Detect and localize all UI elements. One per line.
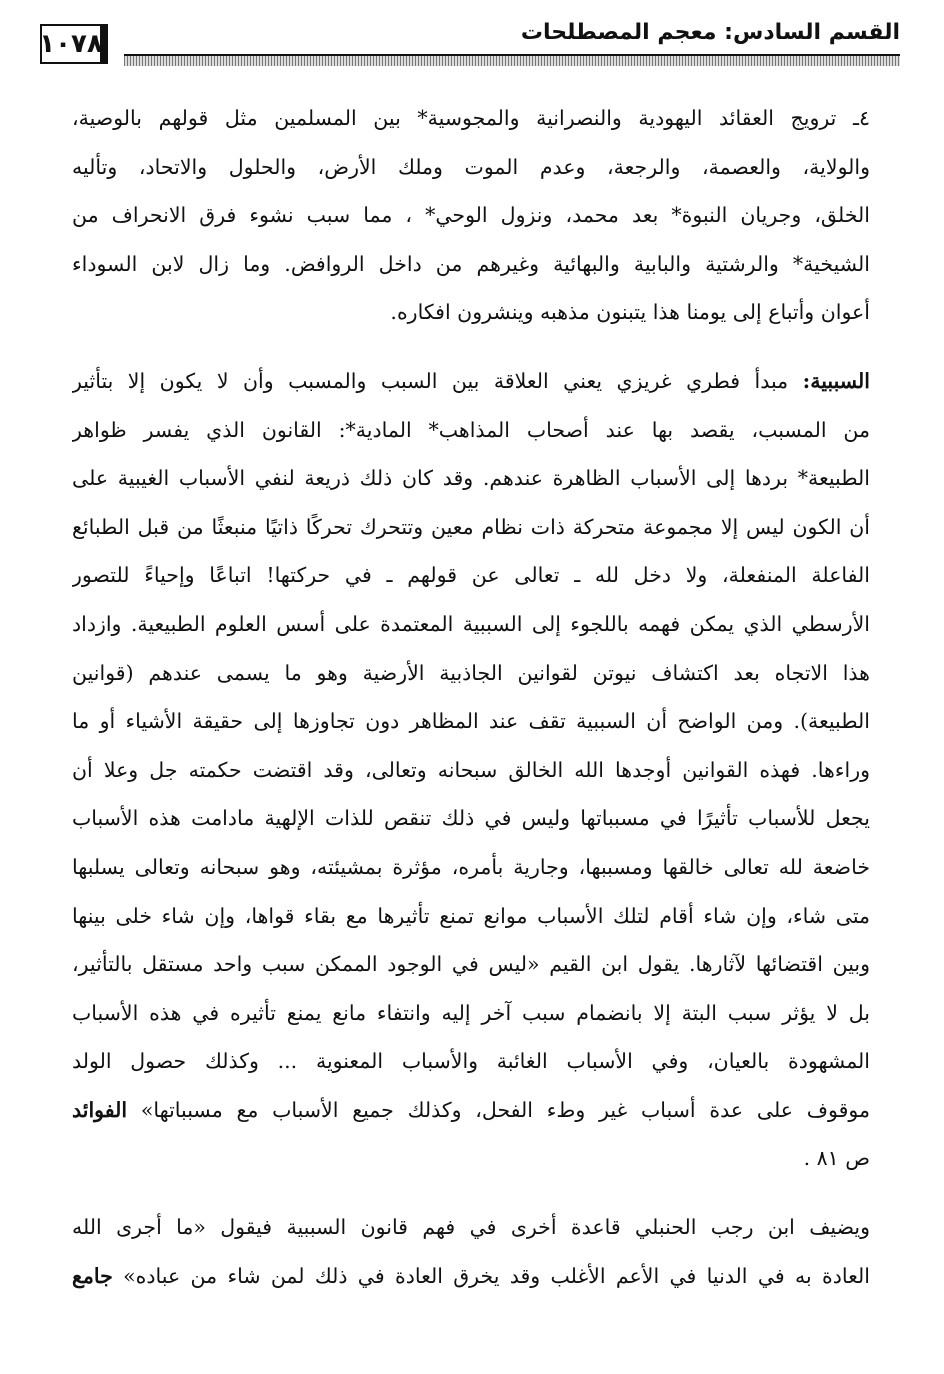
- paragraph-gap: [72, 337, 870, 357]
- text-line: الخلق، وجريان النبوة* بعد محمد، ونزول الوحي* ، مما سبب نشوء فرق الانحراف من: [72, 203, 870, 228]
- text-line: من المسبب، يقصد بها عند أصحاب المذاهب* المادية*: القانون الذي يفسر ظواهر: [72, 417, 870, 442]
- section-title: القسم السادس: معجم المصطلحات: [520, 20, 900, 45]
- text-line: [72, 1252, 870, 1301]
- entry-term: السببية:: [802, 368, 870, 393]
- text-line: الفاعلة المنفعلة، ولا دخل لله ـ تعالى عن قولهم ـ في حركتها! اتباعًا وإحياءً للتصور: [72, 563, 870, 588]
- text-line: ٤ـ ترويج العقائد اليهودية والنصرانية والمجوسية* بين المسلمين مثل قولهم بالوصية،: [72, 106, 870, 130]
- entry-definition: مبدأ فطري غريزي يعني العلاقة بين السبب والمسبب وأن لا يكون إلا بتأثير: [72, 368, 789, 393]
- text-line: الشيخية* والرشتية والبابية والبهائية وغيرهم من داخل الروافض. وما زال لابن السوداء: [72, 251, 870, 276]
- paragraph-promotion-of-beliefs: [72, 94, 870, 337]
- page-header: [40, 18, 900, 68]
- text-line: [72, 1086, 870, 1135]
- quote-text: العادة به في الدنيا في الأعم الأغلب وقد يخرق العادة في ذلك لمن شاء من عباده»: [123, 1263, 870, 1288]
- header-rule: [124, 54, 900, 66]
- text-line: ص ٨١ .: [803, 1146, 870, 1171]
- text-line: وراءها. فهذه القوانين أوجدها الله الخالق سبحانه وتعالى، وقد اقتضت حكمته جل وعلا أن: [72, 757, 870, 782]
- text-line: خاضعة لله تعالى خالقها ومسببها، وجارية بأمره، مؤثرة بمشيئته، وهو سبحانه وتعالى يسلبها: [72, 854, 870, 879]
- text-line: والولاية، والعصمة، والرجعة، وعدم الموت وملك الأرض، والحلول والاتحاد، وتأليه: [72, 154, 870, 179]
- text-line: هذا الاتجاه بعد اكتشاف نيوتن لقوانين الجاذبية الأرضية وهو ما يسمى عندهم (قوانين: [72, 660, 870, 685]
- text-line: [72, 357, 870, 406]
- text-line: متى شاء، وإن شاء أقام لتلك الأسباب موانع تمنع تأثيرها مع بقاء قواها، وإن شاء خلى بينها: [72, 903, 870, 928]
- paragraph-ibn-rajab: [72, 1203, 870, 1300]
- body-text: [72, 94, 870, 1300]
- text-line: المشهودة بالعيان، وفي الأسباب الغائبة والأسباب المعنوية ... وكذلك حصول الولد: [72, 1049, 870, 1074]
- text-line: أعوان وأتباع إلى يومنا هذا يتبنون مذهبه وينشرون افكاره.: [390, 300, 870, 325]
- text-line: يجعل للأسباب تأثيرًا في مسبباتها وليس في ذلك تنقص للذات الإلهية مادامت هذه الأسباب: [72, 806, 870, 831]
- text-line: بل لا يؤثر سبب البتة إلا بانضمام سبب آخر إليه وانتفاء مانع يمنع تأثيره في هذه الأسباب: [72, 1000, 870, 1025]
- text-line: الأرسطي الذي يمكن فهمه باللجوء إلى السببية المعتمدة على أسس العلوم الطبيعية. وازداد: [72, 611, 870, 636]
- text-line: أن الكون ليس إلا مجموعة متحركة ذات نظام معين وتتحرك تحركًا ذاتيًا منبعثًا من قبل الطبائع: [72, 514, 870, 539]
- text-line: الطبيعة* بردها إلى الأسباب الظاهرة عندهم. وقد كان ذلك ذريعة لنفي الأسباب الغيبية على: [72, 466, 870, 491]
- text-line: الطبيعة). ومن الواضح أن السببية تقف عند المظاهر دون تجاوزها إلى حقيقة الأشياء أو ما: [72, 709, 870, 734]
- source-title: الفوائد: [72, 1097, 128, 1122]
- paragraph-causality-entry: [72, 357, 870, 1183]
- paragraph-gap: [72, 1183, 870, 1203]
- text-line: ويضيف ابن رجب الحنبلي قاعدة أخرى في فهم قانون السببية فيقول «ما أجرى الله: [72, 1215, 870, 1240]
- page-number: ١٠٧٨: [40, 24, 108, 64]
- text-line: وبين اقتضائها لآثارها. يقول ابن القيم «ليس في الوجود الممكن سبب واحد مستقل بالتأثير،: [72, 952, 870, 977]
- quote-end-text: موقوف على عدة أسباب غير وطء الفحل، وكذلك جميع الأسباب مع مسبباتها»: [140, 1097, 870, 1122]
- source-title: جامع: [72, 1263, 113, 1288]
